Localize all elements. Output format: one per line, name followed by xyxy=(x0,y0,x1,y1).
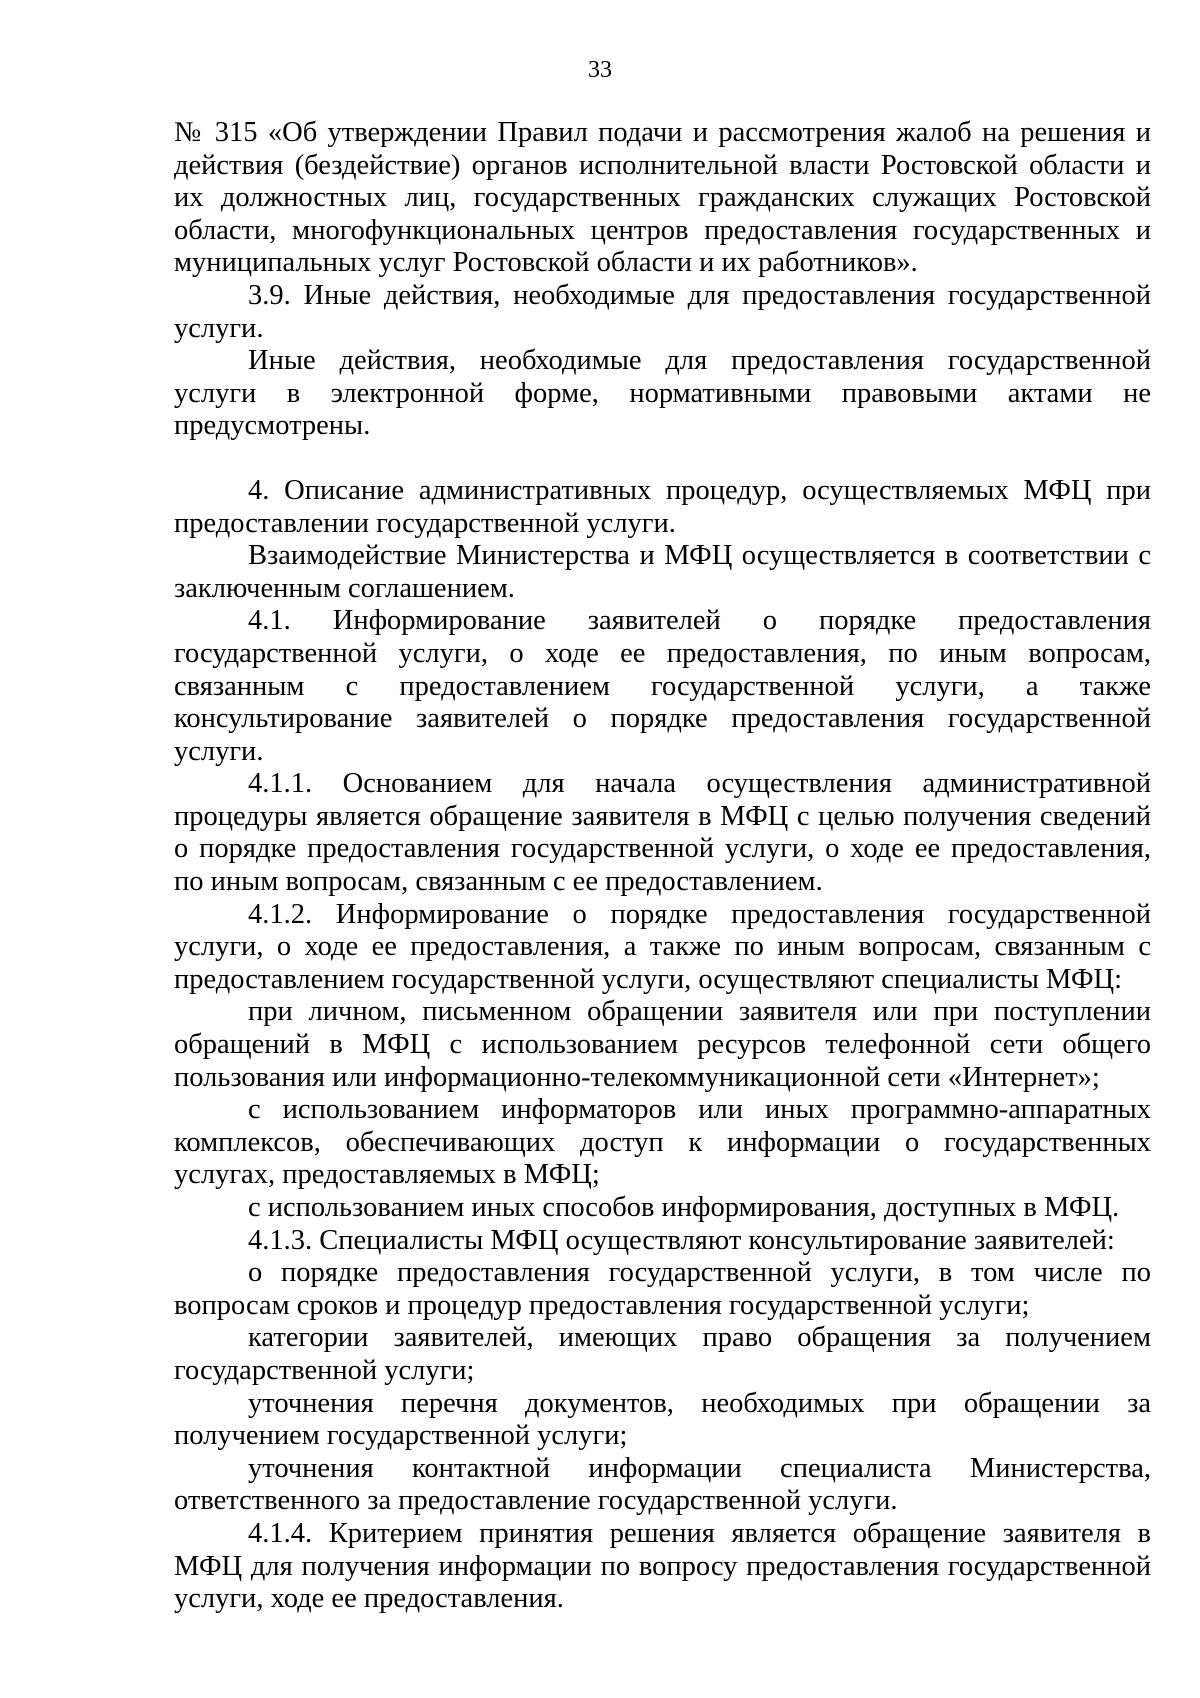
page-number: 33 xyxy=(588,57,612,83)
list-item: категории заявителей, имеющих право обращения за получением государственной услуги; xyxy=(174,1322,1151,1386)
list-item: о порядке предоставления государственной услуги, в том числе по вопросам сроков и процедур предоставления государственной услуги; xyxy=(174,1257,1151,1321)
list-item: с использованием иных способов информирования, доступных в МФЦ. xyxy=(248,1192,1120,1223)
section-heading: 4. Описание административных процедур, осуществляемых МФЦ при предоставлении государственной услуги. xyxy=(174,474,1151,539)
list-item: уточнения контактной информации специалиста Министерства, ответственного за предоставление государственной услуги. xyxy=(174,1452,1151,1517)
paragraph: 4.1.2. Информирование о порядке предоставления государственной услуги, о ходе ее предоставления, а также по иным вопросам, связанным с предоставлением государственной услуги, осуществляют специалисты МФЦ: xyxy=(174,898,1151,995)
paragraph: 4.1.4. Критерием принятия решения является обращение заявителя в МФЦ для получения информации по вопросу предоставления государственной услуги, ходе ее предоставления. xyxy=(174,1517,1151,1615)
paragraph: 4.1.1. Основанием для начала осуществления административной процедуры является обращение заявителя в МФЦ с целью получения сведений о порядке предоставления государственной услуги, о ходе ее предоставления, по иным вопросам, связанным с ее предоставлением. xyxy=(174,768,1151,898)
paragraph: 4.1.3. Специалисты МФЦ осуществляют консультирование заявителей: xyxy=(248,1224,1115,1256)
list-item: при личном, письменном обращении заявителя или при поступлении обращений в МФЦ с использованием ресурсов телефонной сети общего пользования или информационно-телекоммуникационной сети «Интернет»; xyxy=(174,996,1151,1093)
paragraph: № 315 «Об утверждении Правил подачи и рассмотрения жалоб на решения и действия (бездействие) органов исполнительной власти Ростовской области и их должностных лиц, государственных гражданских служащих Ростовской области, многофункциональных центров предоставления государственных и муниципальных услуг Ростовской области и их работников». xyxy=(174,117,1151,279)
list-item: с использованием информаторов или иных программно-аппаратных комплексов, обеспечивающих доступ к информации о государственных услугах, предоставляемых в МФЦ; xyxy=(174,1094,1151,1191)
paragraph: 4.1. Информирование заявителей о порядке предоставления государственной услуги, о ходе ее предоставления, по иным вопросам, связанным с предоставлением государственной услуги, а также консультирование заявителей о порядке предоставления государственной услуги. xyxy=(174,605,1151,767)
paragraph: Взаимодействие Министерства и МФЦ осуществляется в соответствии с заключенным соглашением. xyxy=(174,540,1151,604)
document-body xyxy=(174,117,1151,1616)
paragraph: Иные действия, необходимые для предоставления государственной услуги в электронной форме, нормативными правовыми актами не предусмотрены. xyxy=(174,345,1151,442)
list-item: уточнения перечня документов, необходимых при обращении за получением государственной услуги; xyxy=(174,1387,1151,1452)
paragraph: 3.9. Иные действия, необходимые для предоставления государственной услуги. xyxy=(174,279,1151,344)
